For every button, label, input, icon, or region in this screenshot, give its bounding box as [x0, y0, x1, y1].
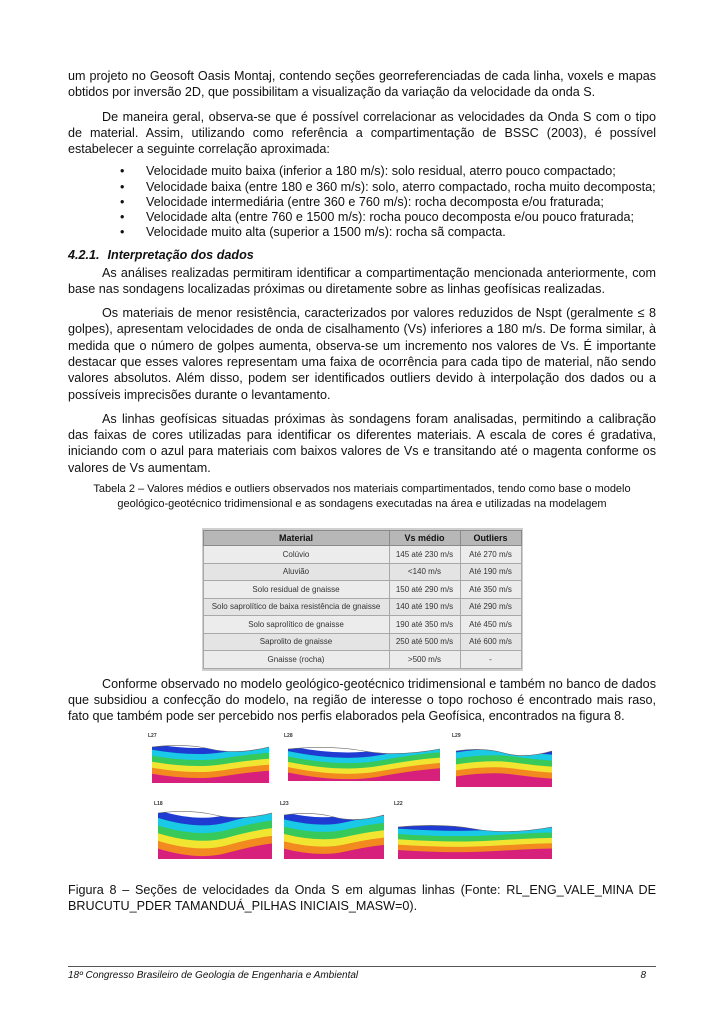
bullet-icon: • — [120, 179, 125, 194]
list-item: • Velocidade alta (entre 760 e 1500 m/s): rocha pouco decomposta e/ou pouco fraturada; — [120, 210, 634, 225]
section-heading — [68, 248, 656, 262]
cell-vs-medio: 140 até 190 m/s — [389, 598, 460, 616]
velocity-section-image — [280, 803, 388, 873]
velocity-table — [203, 530, 522, 669]
section-panel — [394, 803, 556, 880]
cell-outliers: Até 600 m/s — [460, 633, 521, 651]
table-row — [203, 616, 521, 634]
list-item: • Velocidade muito alta (superior a 1500 m/s): rocha sã compacta. — [120, 225, 506, 240]
header-vs-medio: Vs médio — [389, 531, 460, 546]
page-footer — [68, 966, 656, 981]
cell-outliers: Até 290 m/s — [460, 598, 521, 616]
panel-label: L27 — [148, 733, 157, 740]
cell-material: Solo saprolítico de baixa resistência de gnaisse — [203, 598, 389, 616]
cell-material: Solo residual de gnaisse — [203, 581, 389, 599]
section-panel — [148, 735, 273, 795]
section-panel — [452, 735, 556, 795]
footer-text: 18º Congresso Brasileiro de Geologia de Engenharia e Ambiental — [68, 970, 359, 981]
cell-outliers: Até 190 m/s — [460, 563, 521, 581]
list-item: • Velocidade muito baixa (inferior a 180 m/s): solo residual, aterro pouco compactado; — [120, 164, 616, 179]
panel-label: L28 — [284, 733, 293, 740]
table-row — [203, 598, 521, 616]
paragraph-analysis: As análises realizadas permitiram identificar a compartimentação mencionada anteriormente, com base nas sondagens localizadas próximas ou diretamente sobre as linhas geofísicas realizadas. — [68, 265, 656, 296]
panel-label: L23 — [280, 801, 289, 808]
panel-label: L18 — [154, 801, 163, 808]
bullet-icon: • — [120, 210, 125, 225]
velocity-section-image — [284, 735, 444, 795]
panel-label: L29 — [452, 733, 461, 740]
cell-vs-medio: >500 m/s — [389, 651, 460, 669]
bullet-icon: • — [120, 225, 125, 240]
section-panel — [154, 803, 276, 873]
list-item: • Velocidade baixa (entre 180 e 360 m/s): solo, aterro compactado, rocha muito decomposta; — [120, 179, 656, 194]
velocity-list — [68, 164, 656, 240]
table-row — [203, 651, 521, 669]
cell-material: Aluvião — [203, 563, 389, 581]
header-outliers: Outliers — [460, 531, 521, 546]
table-row — [203, 581, 521, 599]
cell-material: Solo saprolítico de gnaisse — [203, 616, 389, 634]
cell-outliers: Até 450 m/s — [460, 616, 521, 634]
table-frame — [202, 528, 523, 671]
cell-vs-medio: 190 até 350 m/s — [389, 616, 460, 634]
velocity-section-image — [154, 803, 276, 873]
list-item: • Velocidade intermediária (entre 360 e 760 m/s): rocha decomposta e/ou fraturada; — [120, 194, 604, 209]
table-row — [203, 563, 521, 581]
panel-label: L22 — [394, 801, 403, 808]
section-number: 4.2.1. — [68, 247, 100, 262]
paragraph-conclusion: Conforme observado no modelo geológico-geotécnico tridimensional e também no banco de dados que subsidiou a confecção do modelo, na região de interesse o topo rochoso é encontrado mais raso, fato que também pode ser percebido nos perfis elaborados pela Geofísica, encontrados na figura 8. — [68, 676, 656, 724]
paragraph-calibration: As linhas geofísicas situadas próximas às sondagens foram analisadas, permitindo a calibração das faixas de cores utilizadas para identificar os diferentes materiais. A escala de cores é gradativa, iniciando com o azul para materiais com baixos valores de Vs e transitando até o magenta conforme os valores de Vs aumentam. — [68, 411, 656, 475]
page-number: 8 — [640, 970, 646, 981]
cell-outliers: Até 350 m/s — [460, 581, 521, 599]
cell-vs-medio: 145 até 230 m/s — [389, 546, 460, 564]
table-caption: Tabela 2 – Valores médios e outliers observados nos materiais compartimentados, tendo como base o modelo geológico-geotécnico tridimensional e as sondagens executadas na área e utilizadas na modelagem — [93, 483, 631, 510]
paragraph-correlation: De maneira geral, observa-se que é possível correlacionar as velocidades da Onda S com o tipo de material. Assim, utilizando como referência a compartimentação de BSSC (2003), é possível estabelecer a seguinte correlação aproximada: — [68, 109, 656, 157]
velocity-section-image — [148, 735, 273, 795]
velocity-section-image — [452, 735, 556, 795]
cell-vs-medio: 250 até 500 m/s — [389, 633, 460, 651]
bullet-icon: • — [120, 164, 125, 179]
bullet-icon: • — [120, 194, 125, 209]
velocity-section-image — [394, 803, 556, 880]
velocity-band — [394, 844, 556, 881]
cell-vs-medio: <140 m/s — [389, 563, 460, 581]
header-material: Material — [203, 531, 389, 546]
cell-material: Gnaisse (rocha) — [203, 651, 389, 669]
cell-material: Saprolito de gnaisse — [203, 633, 389, 651]
table-row — [203, 633, 521, 651]
section-title: Interpretação dos dados — [107, 247, 254, 262]
cell-outliers: - — [460, 651, 521, 669]
paragraph-materials: Os materiais de menor resistência, caracterizados por valores reduzidos de Nspt (geralmente ≤ 8 golpes), apresentam velocidades de onda de cisalhamento (Vs) inferiores a 180 m/s. De forma similar, à medida que o número de golpes aumenta, observa-se um incremento nos valores de Vs. É importante destacar que esses valores representam uma faixa de ocorrência para cada tipo de material, não sendo valores absolutos. Além disso, podem ser identificados outliers devido à interpolação dos dados ou a possíveis imprecisões durante o levantamento. — [68, 306, 656, 402]
figure-caption: Figura 8 – Seções de velocidades da Onda S em algumas linhas (Fonte: RL_ENG_VALE_MINA DE BRUCUTU_PDER TAMANDUÁ_PILHAS INICIAIS_MASW=0). — [68, 883, 656, 914]
cell-vs-medio: 150 até 290 m/s — [389, 581, 460, 599]
section-panel — [284, 735, 444, 795]
velocity-band — [394, 849, 556, 881]
page-body — [68, 68, 656, 914]
cell-material: Colúvio — [203, 546, 389, 564]
cell-outliers: Até 270 m/s — [460, 546, 521, 564]
paragraph-intro: um projeto no Geosoft Oasis Montaj, contendo seções georreferenciadas de cada linha, voxels e mapas obtidos por inversão 2D, que possibilitam a visualização da variação da velocidade da onda S. — [68, 69, 656, 100]
figure-8 — [68, 733, 656, 880]
table-row — [203, 546, 521, 564]
section-panel — [280, 803, 388, 873]
table-header-row — [203, 531, 521, 546]
